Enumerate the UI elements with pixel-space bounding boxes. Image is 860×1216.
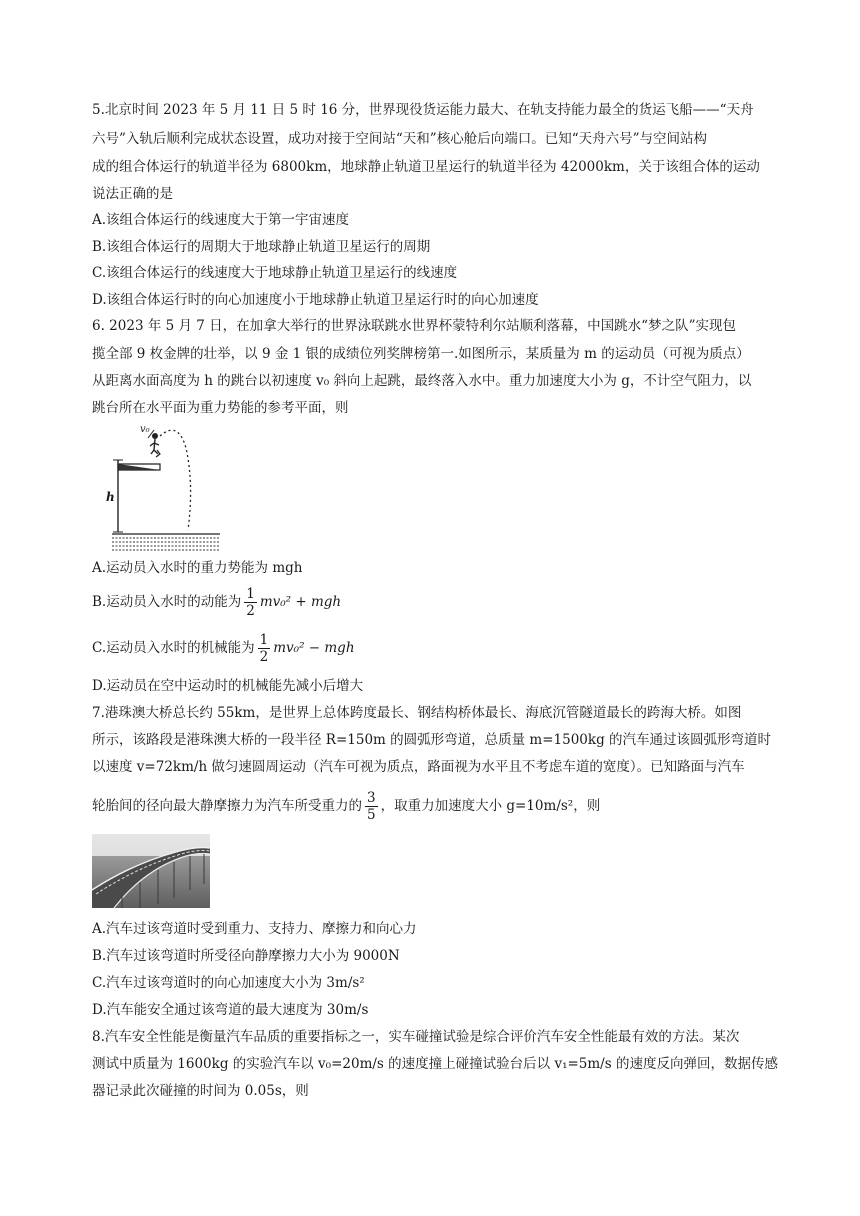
q6-stem-line-2: 揽全部 9 枚金牌的壮举，以 9 金 1 银的成绩位列奖牌榜第一.如图所示，某质量为 m 的运动员（可视为质点） (92, 346, 750, 362)
q7-stem-line-3: 以速度 v=72km/h 做匀速圆周运动（汽车可视为质点，路面视为水平且不考虑车道的宽度）。已知路面与汽车 (92, 759, 745, 775)
trajectory-path (160, 430, 191, 530)
q7-fraction (365, 790, 378, 823)
q6-option-b-numerator: 1 (246, 586, 255, 602)
q5-option-d: D.该组合体运行时的向心加速度小于地球静止轨道卫星运行时的向心加速度 (92, 292, 539, 308)
q7-stem-line-4 (92, 790, 600, 823)
q7-stem-line-1: 7.港珠澳大桥总长约 55km，是世界上总体跨度最长、钢结构桥体最长、海底沉管隧道最长的跨海大桥。如图 (92, 705, 742, 721)
q5-stem-line-4: 说法正确的是 (92, 186, 173, 202)
q6-stem-line-1: 6. 2023 年 5 月 7 日，在加拿大举行的世界泳联跳水世界杯蒙特利尔站顺利落幕，中国跳水“梦之队”实现包 (92, 318, 736, 334)
q5-option-b: B.该组合体运行的周期大于地球静止轨道卫星运行的周期 (92, 239, 431, 255)
q7-fraction-denominator: 5 (367, 807, 376, 823)
v0-label: v₀ (140, 424, 150, 435)
q8-stem-line-3: 器记录此次碰撞的时间为 0.05s，则 (92, 1083, 309, 1099)
water-hatching (112, 538, 220, 550)
q5-stem-line-1: 5.北京时间 2023 年 5 月 11 日 5 时 16 分，世界现役货运能力最大、在轨支持能力最全的货运飞船——“天舟 (92, 102, 754, 118)
q7-line4-prefix: 轮胎间的径向最大静摩擦力为汽车所受重力的 (92, 798, 362, 814)
q6-option-c-prefix: C.运动员入水时的机械能为 (92, 640, 255, 656)
q6-stem-line-3: 从距离水面高度为 h 的跳台以初速度 v₀ 斜向上起跳，最终落入水中。重力加速度大小为 g，不计空气阻力，以 (92, 373, 752, 389)
q8-stem-line-1: 8.汽车安全性能是衡量汽车品质的重要指标之一，实车碰撞试验是综合评价汽车安全性能最有效的方法。某次 (92, 1029, 740, 1045)
q6-option-b-prefix: B.运动员入水时的动能为 (92, 594, 242, 610)
q5-option-c: C.该组合体运行的线速度大于地球静止轨道卫星运行的线速度 (92, 265, 458, 281)
q7-line4-suffix: ，取重力加速度大小 g=10m/s²，则 (380, 798, 601, 814)
h-label: h (106, 490, 115, 504)
q5-stem-line-2: 六号”入轨后顺利完成状态设置，成功对接于空间站“天和”核心舱后向端口。已知“天舟六号”与空间站构 (92, 131, 708, 147)
diver-head (152, 433, 158, 439)
bridge-photo (92, 834, 210, 908)
q6-option-b (92, 586, 341, 619)
q6-option-c-numerator: 1 (259, 632, 269, 648)
q7-option-d: D.汽车能安全通过该弯道的最大速度为 30m/s (92, 1002, 369, 1018)
diving-figure (108, 424, 228, 554)
q6-option-c-denominator: 2 (259, 649, 269, 665)
q7-option-b: B.汽车过该弯道时所受径向静摩擦力大小为 9000N (92, 948, 400, 964)
q6-option-d: D.运动员在空中运动时的机械能先减小后增大 (92, 678, 364, 694)
q7-fraction-numerator: 3 (367, 790, 376, 806)
q5-option-a: A.该组合体运行的线速度大于第一宇宙速度 (92, 212, 350, 228)
diving-diagram-svg (108, 424, 228, 554)
q5-stem-line-3: 成的组合体运行的轨道半径为 6800km，地球静止轨道卫星运行的轨道半径为 42000km，关于该组合体的运动 (92, 159, 760, 175)
q8-stem-line-2: 测试中质量为 1600kg 的实验汽车以 v₀=20m/s 的速度撞上碰撞试验台后以 v₁=5m/s 的速度反向弹回，数据传感 (92, 1056, 778, 1072)
q6-option-b-denominator: 2 (246, 603, 255, 619)
q6-option-c-fraction (258, 632, 271, 665)
bridge-photo-svg (92, 834, 210, 908)
q7-stem-line-2: 所示，该路段是港珠澳大桥的一段半径 R=150m 的圆弧形弯道，总质量 m=1500kg 的汽车通过该圆弧形弯道时 (92, 732, 771, 748)
q6-option-c-suffix: mv₀² − mgh (273, 640, 355, 656)
q6-option-b-fraction (244, 586, 257, 619)
q7-option-c: C.汽车过该弯道时的向心加速度大小为 3m/s² (92, 975, 365, 991)
q6-stem-line-4: 跳台所在水平面为重力势能的参考平面，则 (92, 400, 349, 416)
q6-option-b-suffix: mv₀² + mgh (259, 594, 342, 610)
q6-option-a: A.运动员入水时的重力势能为 mgh (92, 560, 303, 576)
q6-option-c (92, 632, 355, 665)
q7-option-a: A.汽车过该弯道时受到重力、支持力、摩擦力和向心力 (92, 921, 417, 937)
